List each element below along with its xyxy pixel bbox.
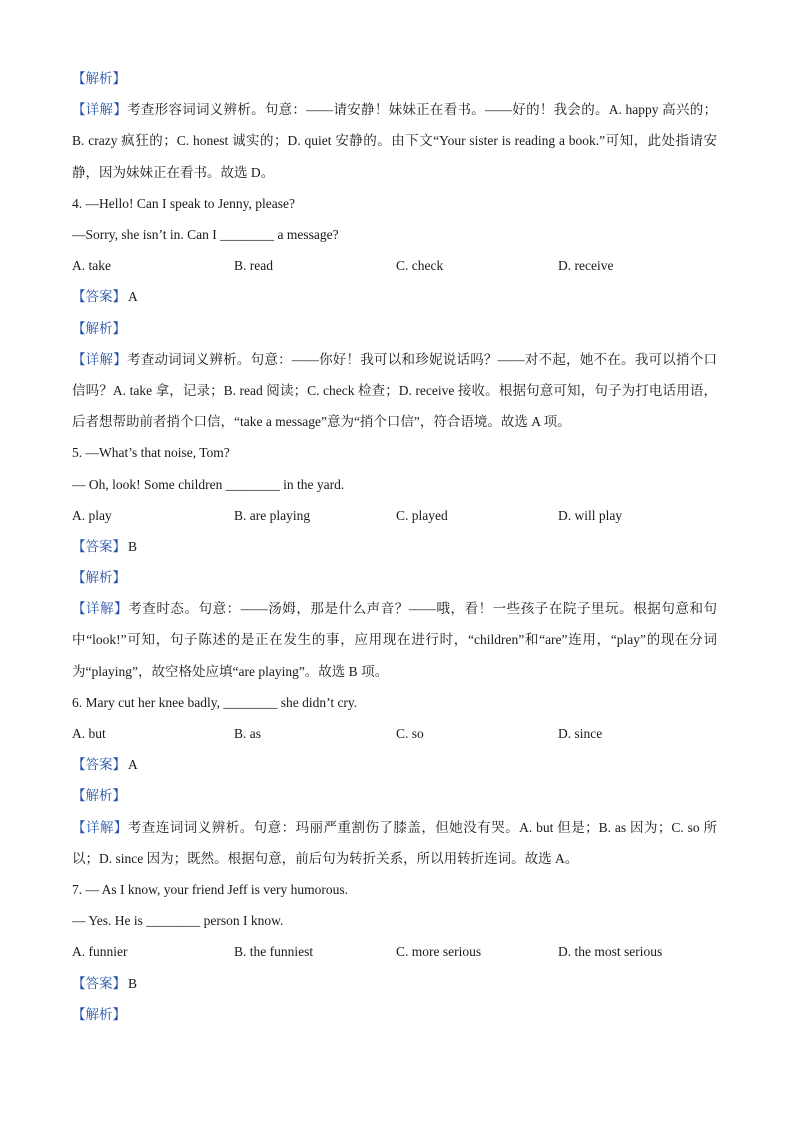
q7-option-a: A. funnier <box>72 944 128 960</box>
q5-detail: 【详解】考查时态。句意：——汤姆，那是什么声音？——哦，看！一些孩子在院子里玩。根据句意和句中“look!”可知，句子陈述的是正在发生的事，应用现在进行时，“children”和“are”连用，“play”的现在分词为“playing”，故空格处应填“are playing”。故选 B 项。 <box>72 601 718 679</box>
q5-option-b: B. are playing <box>234 507 311 523</box>
q4-detail: 【详解】考查动词词义辨析。句意：——你好！我可以和珍妮说话吗？——对不起，她不在。我可以捎个口信吗？A. take 拿，记录；B. read 阅读；C. check 检查；D. receive 接收。根据句意可知，句子为打电话用语，后者想帮助前者捎个口信，“take a message”意为“捎个口信”，符合语境。故选 A 项。 <box>72 351 718 430</box>
q6-option-d: D. since <box>558 726 603 742</box>
q6-option-c: C. so <box>396 726 424 742</box>
q3-analysis-label: 【解析】 <box>72 71 126 86</box>
q6-option-b: B. as <box>234 726 261 742</box>
q7-options <box>72 936 722 967</box>
q3-detail: 【详解】考查形容词词义辨析。句意：——请安静！妹妹正在看书。——好的！我会的。A. happy 高兴的；B. crazy 疯狂的；C. honest 诚实的；D. quiet 安静的。由下文“Your sister is reading a book.”可知，此处指请安静，因为妹妹正在看书。故选 D。 <box>72 102 717 180</box>
q5-option-d: D. will play <box>558 507 623 523</box>
q5-analysis-label: 【解析】 <box>72 570 126 586</box>
q4-option-b: B. read <box>234 258 273 274</box>
q4-analysis-label: 【解析】 <box>72 320 126 336</box>
q5-option-c: C. played <box>396 507 448 523</box>
document-page <box>72 63 722 1030</box>
q7-option-d: D. the most serious <box>558 944 663 960</box>
q6-stem-1: 6. Mary cut her knee badly, ________ she didn’t cry. <box>72 694 358 710</box>
q5-stem-2: — Oh, look! Some children ________ in the yard. <box>72 476 345 492</box>
detail-label: 【详解】 <box>72 102 128 118</box>
q7-option-b: B. the funniest <box>234 944 314 960</box>
q4-stem-2: —Sorry, she isn’t in. Can I ________ a message? <box>72 226 339 242</box>
q7-analysis-label: 【解析】 <box>72 1006 126 1022</box>
q7-option-c: C. more serious <box>396 944 482 960</box>
q5-options <box>72 500 722 531</box>
q6-detail: 【详解】考查连词词义辨析。句意：玛丽严重割伤了膝盖，但她没有哭。A. but 但是；B. as 因为；C. so 所以；D. since 因为；既然。根据句意，前后句为转折关系，所以用转折连词。故选 A。 <box>72 819 718 866</box>
q5-option-a: A. play <box>72 507 112 523</box>
q6-analysis-label: 【解析】 <box>72 788 126 804</box>
q7-answer: 【答案】 B <box>72 975 138 991</box>
q4-answer: 【答案】 A <box>72 289 138 305</box>
q7-stem-1: 7. — As I know, your friend Jeff is very humorous. <box>72 882 348 898</box>
q4-options <box>72 250 722 281</box>
q7-stem-2: — Yes. He is ________ person I know. <box>72 913 284 929</box>
q5-answer: 【答案】 B <box>72 538 138 554</box>
q5-stem-1: 5. —What’s that noise, Tom? <box>72 445 230 461</box>
q6-options <box>72 718 722 749</box>
q4-option-d: D. receive <box>558 258 614 274</box>
q4-option-a: A. take <box>72 258 111 274</box>
q6-answer: 【答案】 A <box>72 757 138 773</box>
q6-option-a: A. but <box>72 726 106 742</box>
q4-stem-1: 4. —Hello! Can I speak to Jenny, please? <box>72 195 295 211</box>
q4-option-c: C. check <box>396 258 444 274</box>
